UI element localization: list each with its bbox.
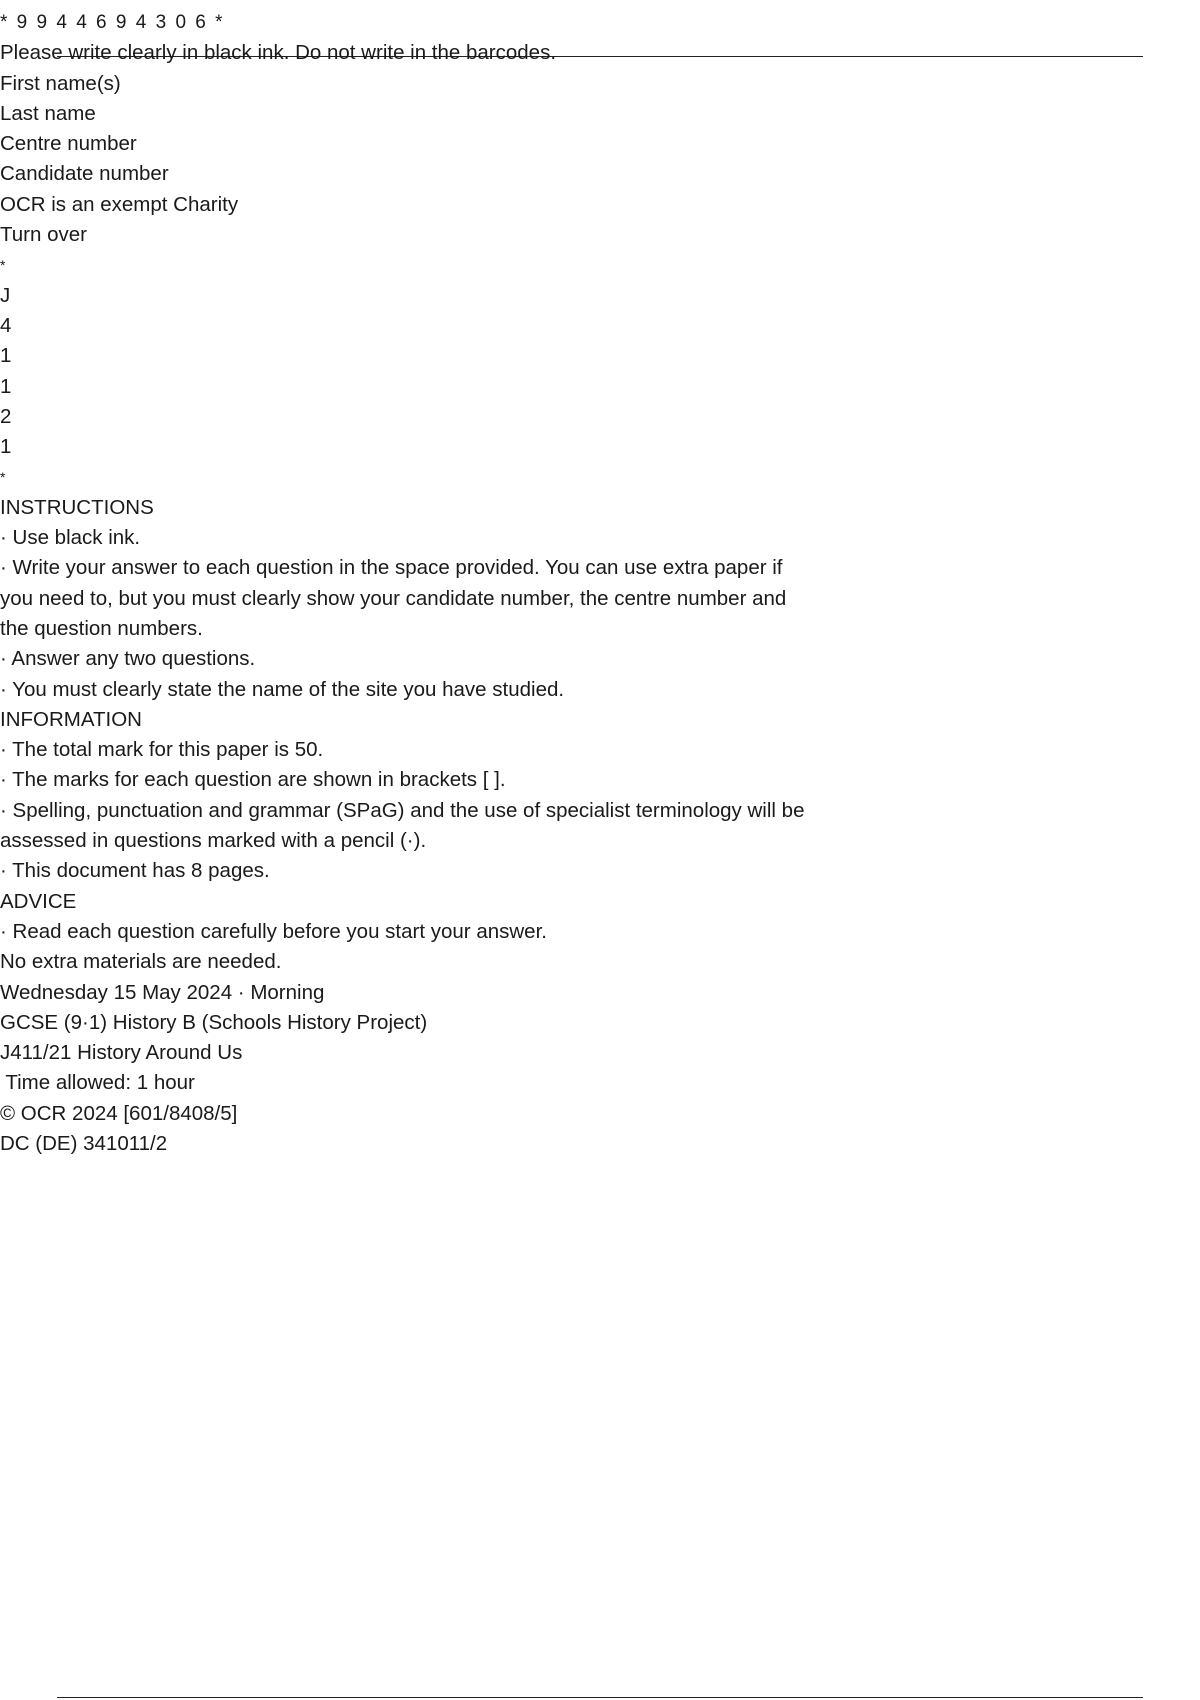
first-name-label: First name(s) [0,71,121,95]
centre-number-label: Centre number [0,132,137,156]
instruction-black-ink: · Use black ink. [0,526,141,550]
instruction-two-questions: · Answer any two questions. [0,647,256,671]
last-name-label: Last name [0,101,96,125]
information-heading: INFORMATION [0,707,142,731]
information-page-count: · This document has 8 pages. [0,859,270,883]
turn-over-label: Turn over [0,223,87,247]
candidate-number-label: Candidate number [0,162,169,186]
document-code: DC (DE) 341011/2 [0,1131,168,1155]
time-allowed: Time allowed: 1 hour [0,1071,195,1095]
instructions-heading: INSTRUCTIONS [0,495,154,519]
copyright-line: © OCR 2024 [601/8408/5] [0,1101,238,1125]
barcode-number: * 9 9 4 4 6 9 4 3 0 6 * [0,12,225,33]
code-star-end: * [0,469,6,486]
code-char-1b: 1 [0,374,12,398]
code-char-1a: 1 [0,344,12,368]
code-char-j: J [0,283,11,307]
code-star-start: * [0,257,6,274]
advice-heading: ADVICE [0,889,77,913]
bottom-rule [57,1697,1143,1698]
paper-title: J411/21 History Around Us [0,1041,243,1065]
write-clearly-notice: Please write clearly in black ink. Do not write in the barcodes. [0,41,557,65]
code-char-4: 4 [0,313,12,337]
instruction-answer-space-1: · Write your answer to each question in the space provided. You can use extra paper if [0,556,783,580]
code-char-1c: 1 [0,435,12,459]
qualification-title: GCSE (9·1) History B (Schools History Project) [0,1010,428,1034]
information-spag-2: assessed in questions marked with a pencil (·). [0,829,427,853]
instruction-answer-space-2: you need to, but you must clearly show your candidate number, the centre number and [0,586,787,610]
instruction-state-site: · You must clearly state the name of the site you have studied. [0,677,565,701]
information-marks-brackets: · The marks for each question are shown in brackets [ ]. [0,768,506,792]
exempt-charity-note: OCR is an exempt Charity [0,192,239,216]
instruction-answer-space-3: the question numbers. [0,616,203,640]
document-text [0,8,1200,1159]
code-char-2: 2 [0,404,12,428]
exam-date: Wednesday 15 May 2024 · Morning [0,980,325,1004]
advice-read-carefully: · Read each question carefully before you start your answer. [0,919,547,943]
information-spag-1: · Spelling, punctuation and grammar (SPaG) and the use of specialist terminology will be [0,798,805,822]
materials-note: No extra materials are needed. [0,950,282,974]
information-total-mark: · The total mark for this paper is 50. [0,738,324,762]
